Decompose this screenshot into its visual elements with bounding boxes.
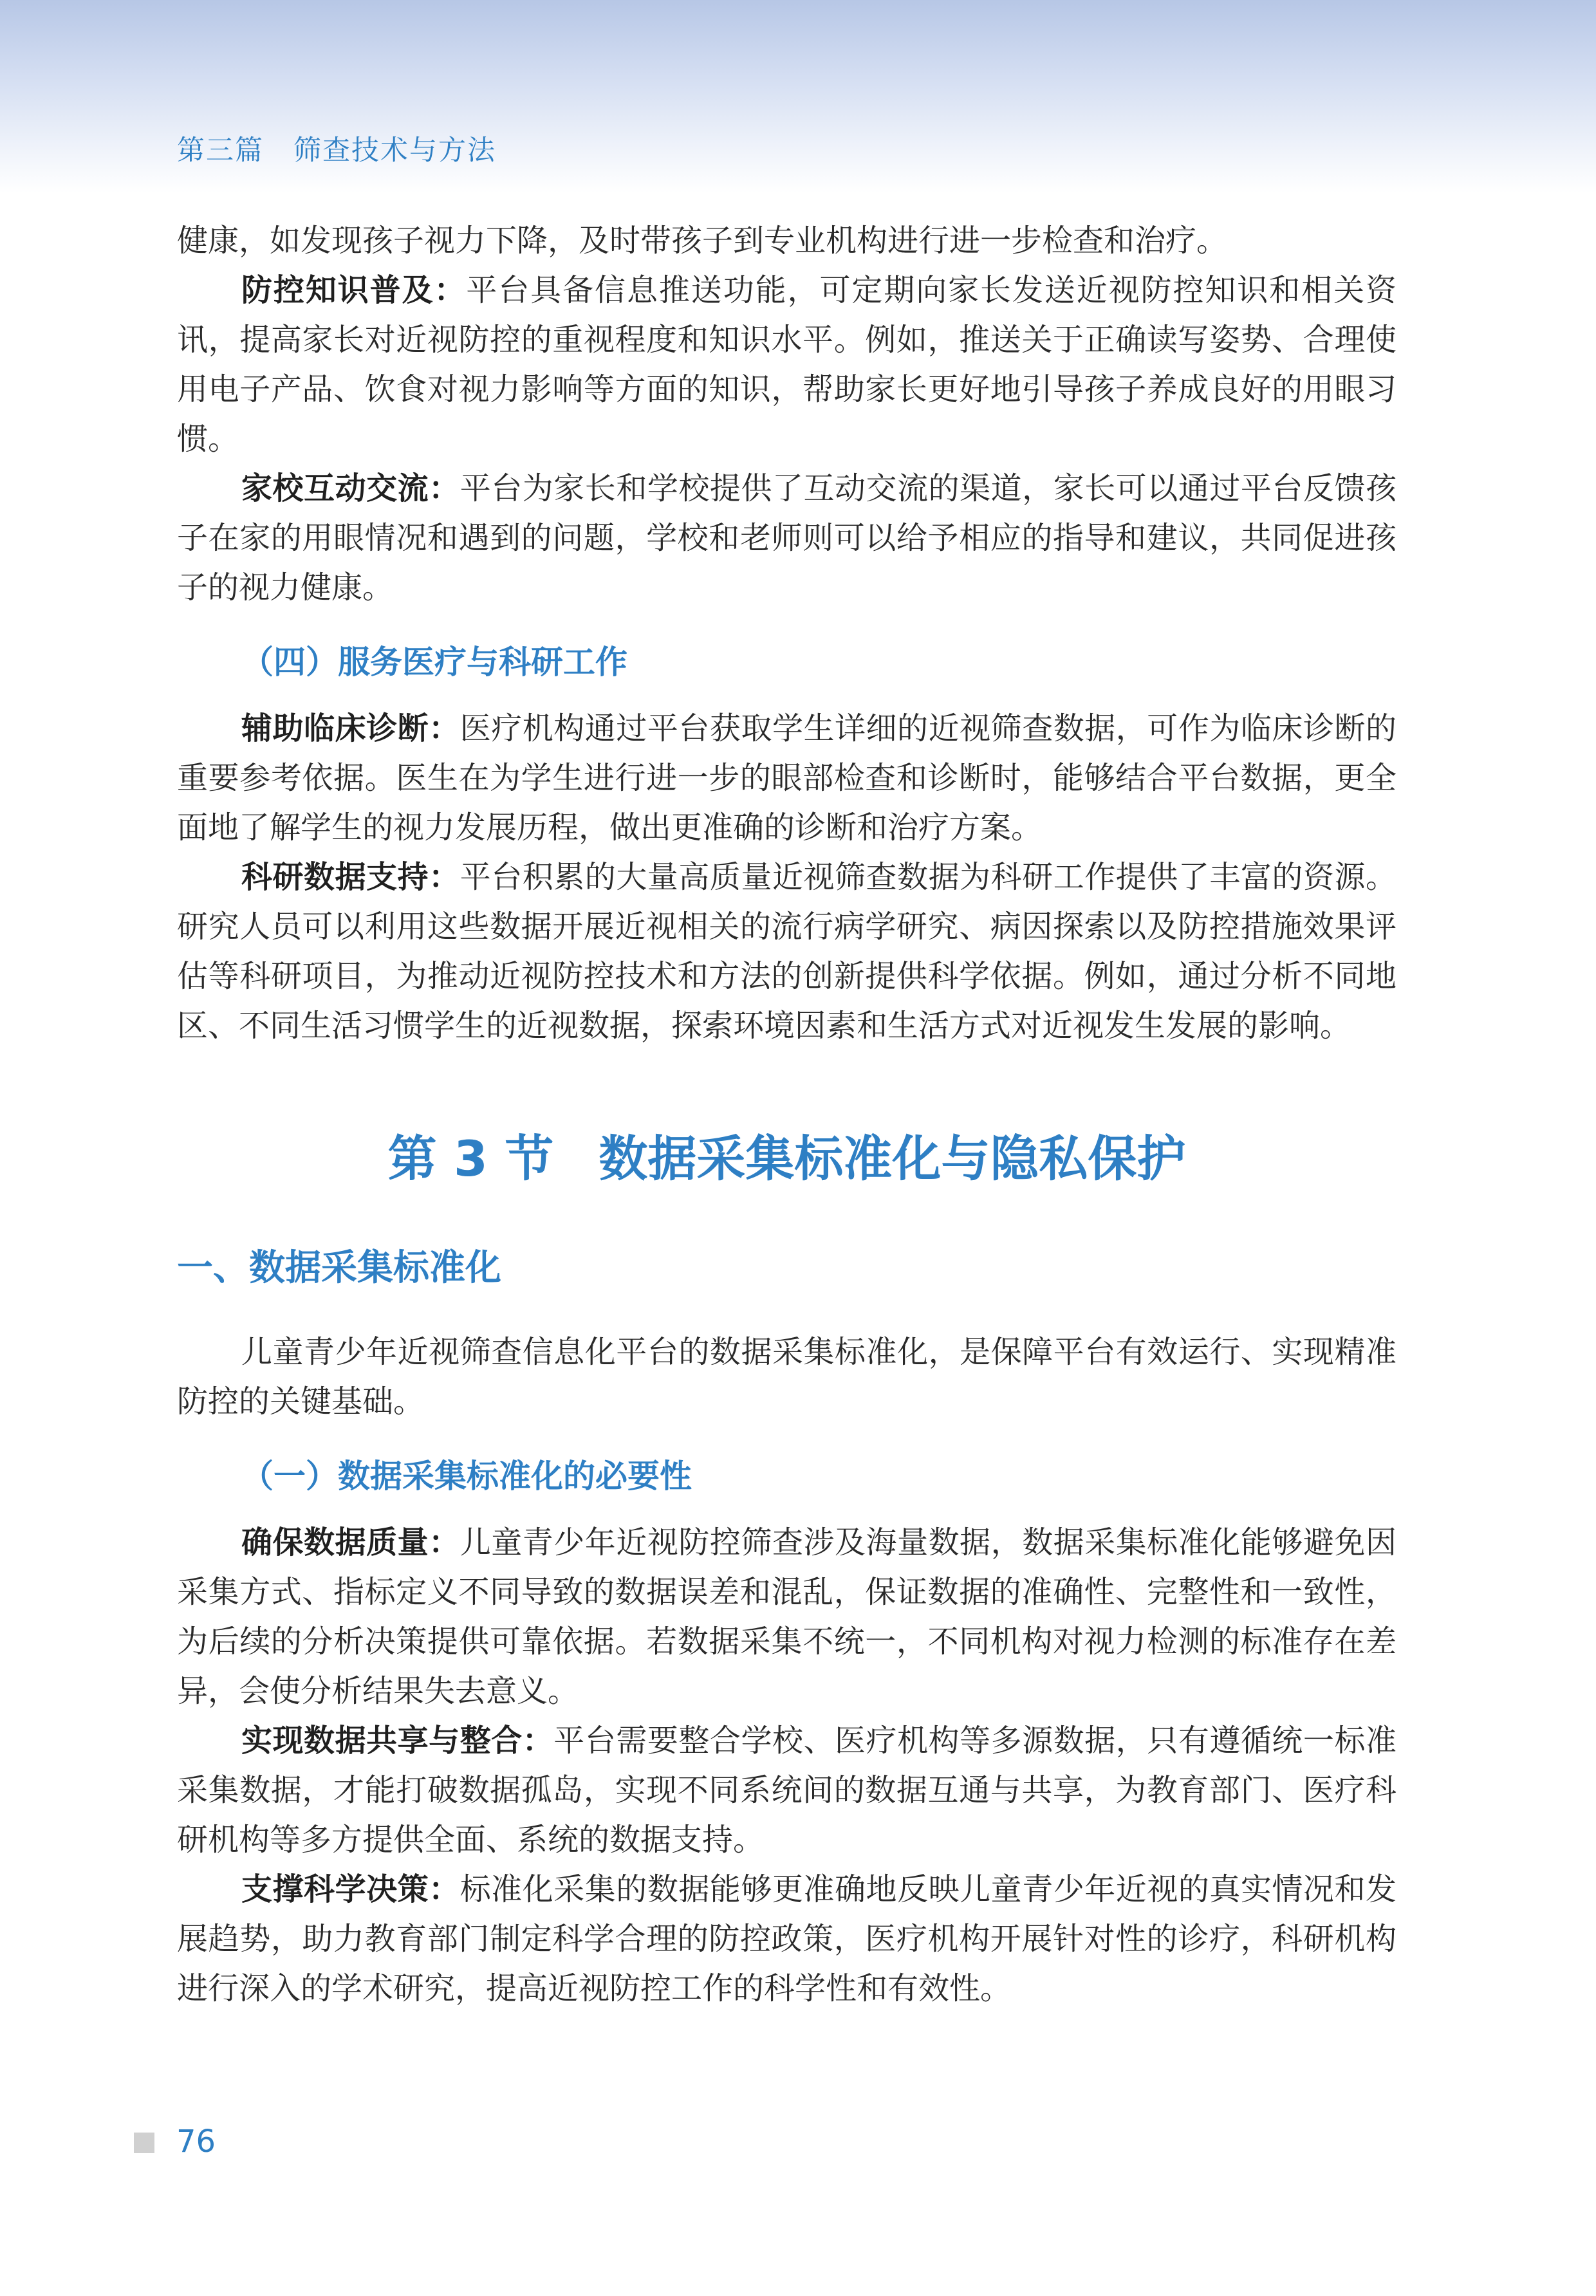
paragraph-text: 平台需要整合学校、医疗机构等多源数据，只有遵循统一标准采集数据，才能打破数据孤岛，实现不同系统间的数据互通与共享，为教育部门、医疗科研机构等多方提供全面、系统的数据支持。 [177, 1723, 1396, 1858]
paragraph: 儿童青少年近视筛查信息化平台的数据采集标准化，是保障平台有效运行、实现精准防控的关键基础。 [177, 1334, 1396, 1420]
paragraph-text: 标准化采集的数据能够更准确地反映儿童青少年近视的真实情况和发展趋势，助力教育部门制定科学合理的防控政策，医疗机构开展针对性的诊疗，科研机构进行深入的学术研究，提高近视防控工作的科学性和有效性。 [177, 1871, 1396, 2006]
running-head-title: 筛查技术与方法 [293, 134, 496, 167]
paragraph-lead: 防控知识普及： [241, 272, 467, 308]
paragraph [177, 1518, 1396, 1716]
paragraph-lead: 支撑科学决策： [241, 1871, 460, 1907]
paragraph [177, 1865, 1396, 2014]
subsection-heading: （一）数据采集标准化的必要性 [241, 1458, 692, 1495]
page-number-text: 76 [176, 2124, 216, 2160]
subsection-heading: （四）服务医疗与科研工作 [241, 643, 627, 681]
paragraph-lead: 家校互动交流： [241, 470, 460, 506]
paragraph-text: 医疗机构通过平台获取学生详细的近视筛查数据，可作为临床诊断的重要参考依据。医生在为学生进行进一步的眼部检查和诊断时，能够结合平台数据，更全面地了解学生的视力发展历程，做出更准确的诊断和治疗方案。 [177, 710, 1396, 846]
section-title [177, 1127, 1396, 1191]
paragraph [177, 853, 1396, 1051]
paragraph-lead: 实现数据共享与整合： [241, 1723, 554, 1759]
paragraph [177, 704, 1396, 853]
page-marker-square [134, 2133, 154, 2153]
paragraph-text: 平台为家长和学校提供了互动交流的渠道，家长可以通过平台反馈孩子在家的用眼情况和遇到的问题，学校和老师则可以给予相应的指导和建议，共同促进孩子的视力健康。 [177, 470, 1396, 606]
paragraph [177, 1716, 1396, 1865]
section-name: 数据采集标准化与隐私保护 [598, 1130, 1186, 1187]
paragraph-continuation: 健康，如发现孩子视力下降，及时带孩子到专业机构进行进一步检查和治疗。 [177, 223, 1228, 259]
paragraph-text: 平台具备信息推送功能，可定期向家长发送近视防控知识和相关资讯，提高家长对近视防控的重视程度和知识水平。例如，推送关于正确读写姿势、合理使用电子产品、饮食对视力影响等方面的知识，帮助家长更好地引导孩子养成良好的用眼习惯。 [177, 272, 1396, 457]
paragraph [177, 266, 1396, 464]
page-number [134, 2124, 216, 2160]
page-body [177, 216, 1396, 2014]
paragraph-text: 平台积累的大量高质量近视筛查数据为科研工作提供了丰富的资源。研究人员可以利用这些数据开展近视相关的流行病学研究、病因探索以及防控措施效果评估等科研项目，为推动近视防控技术和方法的创新提供科学依据。例如，通过分析不同地区、不同生活习惯学生的近视数据，探索环境因素和生活方式对近视发生发展的影响。 [177, 859, 1396, 1044]
paragraph-lead: 科研数据支持： [241, 859, 460, 895]
running-head-part: 第三篇 [177, 134, 264, 167]
paragraph [177, 464, 1396, 613]
paragraph-lead: 确保数据质量： [241, 1524, 460, 1560]
section-number: 第 3 节 [387, 1130, 554, 1187]
paragraph-lead: 辅助临床诊断： [241, 710, 460, 746]
paragraph-text: 儿童青少年近视防控筛查涉及海量数据，数据采集标准化能够避免因采集方式、指标定义不同导致的数据误差和混乱，保证数据的准确性、完整性和一致性，为后续的分析决策提供可靠依据。若数据采集不统一，不同机构对视力检测的标准存在差异，会使分析结果失去意义。 [177, 1524, 1396, 1709]
heading-level-1: 一、数据采集标准化 [177, 1247, 501, 1289]
running-head [177, 129, 496, 168]
